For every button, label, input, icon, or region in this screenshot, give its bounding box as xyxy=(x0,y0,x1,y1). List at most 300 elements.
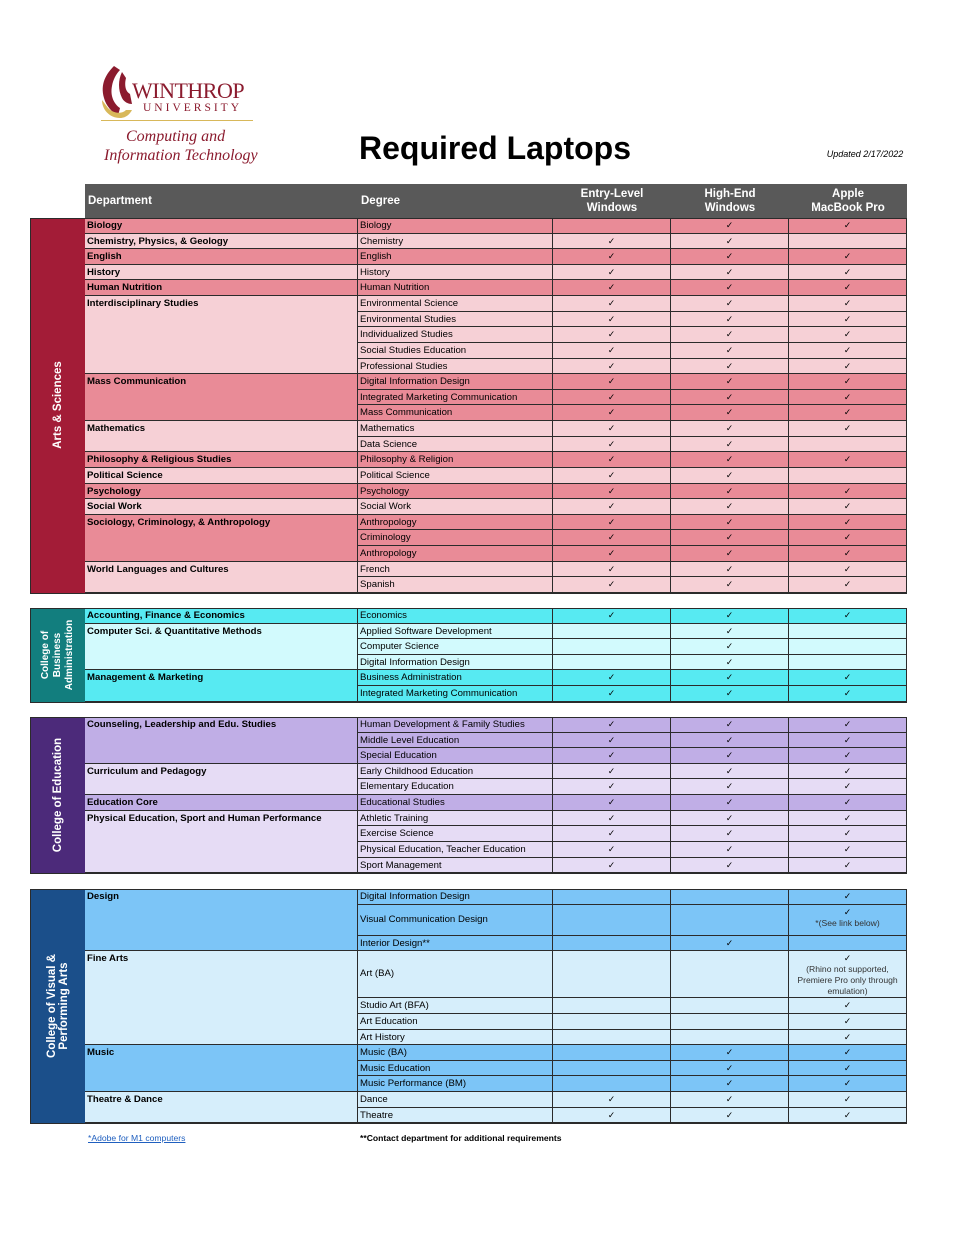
degree-cell: Athletic Training xyxy=(358,811,553,827)
checkmark-icon: ✓ xyxy=(843,579,852,590)
apple-macbook-pro-cell xyxy=(789,779,907,795)
checkmark-icon: ✓ xyxy=(725,298,734,309)
entry-level-windows-cell xyxy=(553,405,671,421)
checkmark-icon: ✓ xyxy=(725,376,734,387)
apple-macbook-pro-cell xyxy=(789,764,907,780)
entry-level-windows-cell xyxy=(553,437,671,453)
checkmark-icon: ✓ xyxy=(607,516,616,527)
entry-level-windows-cell xyxy=(553,608,671,624)
degree-cell: Psychology xyxy=(358,484,553,500)
checkmark-icon: ✓ xyxy=(843,828,852,839)
checkmark-icon: ✓ xyxy=(607,828,616,839)
entry-level-windows-cell xyxy=(553,655,671,671)
checkmark-icon: ✓ xyxy=(843,843,852,854)
entry-level-windows-cell xyxy=(553,577,671,593)
degree-cell: Music Education xyxy=(358,1061,553,1077)
checkmark-icon: ✓ xyxy=(843,423,852,434)
checkmark-icon: ✓ xyxy=(843,1078,852,1089)
updated-date: Updated 2/17/2022 xyxy=(826,149,904,159)
apple-macbook-pro-cell xyxy=(789,265,907,281)
entry-level-windows-cell xyxy=(553,327,671,343)
checkmark-icon: ✓ xyxy=(843,688,852,699)
department-cell: Social Work xyxy=(85,499,358,515)
apple-macbook-pro-cell xyxy=(789,499,907,515)
checkmark-icon: ✓ xyxy=(607,376,616,387)
apple-macbook-pro-cell xyxy=(789,515,907,531)
degree-cell: Digital Information Design xyxy=(358,655,553,671)
winthrop-logo xyxy=(96,62,271,172)
entry-level-windows-cell xyxy=(553,733,671,749)
apple-macbook-pro-cell xyxy=(789,1045,907,1061)
apple-macbook-pro-cell xyxy=(789,905,907,936)
apple-macbook-pro-cell xyxy=(789,608,907,624)
checkmark-icon: ✓ xyxy=(843,1000,852,1011)
checkmark-icon: ✓ xyxy=(607,438,616,449)
degree-cell: French xyxy=(358,562,553,578)
logo-line2: Information Technology xyxy=(104,147,258,164)
degree-cell: Social Work xyxy=(358,499,553,515)
checkmark-icon: ✓ xyxy=(725,266,734,277)
high-end-windows-cell xyxy=(671,562,789,578)
checkmark-icon: ✓ xyxy=(725,563,734,574)
table-header xyxy=(85,184,907,218)
apple-macbook-pro-cell xyxy=(789,811,907,827)
apple-macbook-pro-cell xyxy=(789,1076,907,1092)
apple-macbook-pro-cell xyxy=(789,249,907,265)
checkmark-icon: ✓ xyxy=(843,266,852,277)
section-band xyxy=(30,218,85,593)
high-end-windows-cell xyxy=(671,265,789,281)
high-end-windows-cell xyxy=(671,1014,789,1030)
checkmark-icon: ✓ xyxy=(725,937,734,948)
apple-macbook-pro-cell xyxy=(789,562,907,578)
high-end-windows-cell xyxy=(671,405,789,421)
checkmark-icon: ✓ xyxy=(607,266,616,277)
checkmark-icon: ✓ xyxy=(607,797,616,808)
entry-level-windows-cell xyxy=(553,764,671,780)
entry-level-windows-cell xyxy=(553,905,671,936)
high-end-windows-cell xyxy=(671,608,789,624)
checkmark-icon: ✓ xyxy=(607,563,616,574)
high-end-windows-cell xyxy=(671,951,789,998)
apple-macbook-pro-cell xyxy=(789,405,907,421)
high-end-windows-cell xyxy=(671,1092,789,1108)
entry-level-windows-cell xyxy=(553,889,671,905)
checkmark-icon: ✓ xyxy=(843,610,852,620)
section-label: College of Business Administration xyxy=(39,619,75,691)
apple-macbook-pro-cell xyxy=(789,280,907,296)
high-end-windows-cell xyxy=(671,296,789,312)
degree-cell: Art (BA) xyxy=(358,951,553,998)
checkmark-icon: ✓ xyxy=(725,625,734,636)
apple-macbook-pro-cell xyxy=(789,733,907,749)
checkmark-icon: ✓ xyxy=(725,360,734,371)
section-band xyxy=(30,608,85,702)
adobe-m1-link[interactable]: *Adobe for M1 computers xyxy=(88,1133,186,1143)
department-cell: Philosophy & Religious Studies xyxy=(85,452,358,468)
degree-cell: Special Education xyxy=(358,748,553,764)
entry-level-windows-cell xyxy=(553,359,671,375)
checkmark-icon: ✓ xyxy=(725,407,734,418)
entry-level-windows-cell xyxy=(553,686,671,702)
checkmark-icon: ✓ xyxy=(725,1109,734,1120)
entry-level-windows-cell xyxy=(553,249,671,265)
checkmark-icon: ✓ xyxy=(607,579,616,590)
high-end-windows-cell xyxy=(671,1061,789,1077)
apple-macbook-pro-cell xyxy=(789,359,907,375)
high-end-windows-cell xyxy=(671,639,789,655)
checkmark-icon: ✓ xyxy=(843,750,852,761)
checkmark-icon: ✓ xyxy=(725,313,734,324)
checkmark-icon: ✓ xyxy=(725,469,734,480)
degree-cell: Integrated Marketing Communication xyxy=(358,686,553,702)
apple-macbook-pro-cell xyxy=(789,826,907,842)
apple-macbook-pro-cell xyxy=(789,452,907,468)
apple-macbook-pro-cell xyxy=(789,1030,907,1046)
apple-macbook-pro-cell xyxy=(789,437,907,453)
checkmark-icon: ✓ xyxy=(725,454,734,465)
department-cell: English xyxy=(85,249,358,265)
checkmark-icon: ✓ xyxy=(725,641,734,652)
checkmark-icon: ✓ xyxy=(725,516,734,527)
checkmark-icon: ✓ xyxy=(725,656,734,667)
degree-cell: Mathematics xyxy=(358,421,553,437)
department-cell: Physical Education, Sport and Human Performance xyxy=(85,811,358,873)
checkmark-icon: ✓ xyxy=(725,828,734,839)
degree-cell: Economics xyxy=(358,608,553,624)
high-end-windows-cell xyxy=(671,577,789,593)
degree-cell: Theatre xyxy=(358,1108,553,1124)
checkmark-icon: ✓ xyxy=(725,251,734,262)
logo-rule xyxy=(101,120,253,121)
section-band xyxy=(30,889,85,1123)
degree-cell: Art Education xyxy=(358,1014,553,1030)
checkmark-icon: ✓ xyxy=(843,797,852,808)
entry-level-windows-cell xyxy=(553,280,671,296)
entry-level-windows-cell xyxy=(553,499,671,515)
high-end-windows-cell xyxy=(671,733,789,749)
degree-cell: Chemistry xyxy=(358,234,553,250)
checkmark-icon: ✓ xyxy=(843,812,852,823)
degree-cell: Interior Design** xyxy=(358,936,553,952)
degree-cell: Political Science xyxy=(358,468,553,484)
entry-level-windows-cell xyxy=(553,374,671,390)
department-cell: Management & Marketing xyxy=(85,670,358,701)
entry-level-windows-cell xyxy=(553,390,671,406)
entry-level-windows-cell xyxy=(553,811,671,827)
entry-level-windows-cell xyxy=(553,826,671,842)
checkmark-icon: ✓ xyxy=(843,344,852,355)
page-title: Required Laptops xyxy=(358,130,631,166)
mac-note: (Rhino not supported, Premiere Pro only through emulation) xyxy=(797,964,898,997)
checkmark-icon: ✓ xyxy=(843,719,852,729)
entry-level-windows-cell xyxy=(553,562,671,578)
checkmark-icon: ✓ xyxy=(843,454,852,465)
checkmark-icon: ✓ xyxy=(607,344,616,355)
degree-cell: Human Development & Family Studies xyxy=(358,717,553,733)
checkmark-icon: ✓ xyxy=(843,765,852,776)
checkmark-icon: ✓ xyxy=(725,610,734,620)
entry-level-windows-cell xyxy=(553,234,671,250)
entry-level-windows-cell xyxy=(553,265,671,281)
entry-level-windows-cell xyxy=(553,296,671,312)
checkmark-icon: ✓ xyxy=(843,734,852,745)
checkmark-icon: ✓ xyxy=(725,532,734,543)
degree-cell: Mass Communication xyxy=(358,405,553,421)
degree-cell: Educational Studies xyxy=(358,795,553,811)
high-end-windows-cell xyxy=(671,624,789,640)
section-label: College of Visual & Performing Arts xyxy=(45,954,70,1059)
checkmark-icon: ✓ xyxy=(607,672,616,683)
high-end-windows-cell xyxy=(671,437,789,453)
checkmark-icon: ✓ xyxy=(607,423,616,434)
apple-macbook-pro-cell xyxy=(789,530,907,546)
degree-cell: Physical Education, Teacher Education xyxy=(358,842,553,858)
high-end-windows-cell xyxy=(671,1108,789,1124)
checkmark-icon: ✓ xyxy=(607,469,616,480)
checkmark-icon: ✓ xyxy=(725,220,734,230)
degree-cell: Studio Art (BFA) xyxy=(358,998,553,1014)
checkmark-icon: ✓ xyxy=(607,282,616,293)
checkmark-icon: ✓ xyxy=(725,485,734,496)
apple-macbook-pro-cell xyxy=(789,390,907,406)
high-end-windows-cell xyxy=(671,858,789,874)
entry-level-windows-cell xyxy=(553,343,671,359)
degree-cell: Spanish xyxy=(358,577,553,593)
entry-level-windows-header: Entry-Level Windows xyxy=(580,188,644,214)
entry-level-windows-cell xyxy=(553,1014,671,1030)
entry-level-windows-cell xyxy=(553,795,671,811)
checkmark-icon: ✓ xyxy=(725,235,734,246)
degree-cell: Business Administration xyxy=(358,670,553,686)
checkmark-icon: ✓ xyxy=(725,672,734,683)
department-cell: Music xyxy=(85,1045,358,1092)
mac-note: *(See link below) xyxy=(815,917,880,928)
entry-level-windows-cell xyxy=(553,842,671,858)
entry-level-windows-cell xyxy=(553,858,671,874)
checkmark-icon: ✓ xyxy=(607,1094,616,1105)
entry-level-windows-cell xyxy=(553,218,671,234)
apple-macbook-pro-cell xyxy=(789,484,907,500)
apple-macbook-pro-cell xyxy=(789,748,907,764)
high-end-windows-cell xyxy=(671,468,789,484)
entry-level-windows-cell xyxy=(553,515,671,531)
checkmark-icon: ✓ xyxy=(607,765,616,776)
checkmark-icon: ✓ xyxy=(725,423,734,434)
high-end-windows-cell xyxy=(671,826,789,842)
checkmark-icon: ✓ xyxy=(725,548,734,559)
high-end-windows-cell xyxy=(671,655,789,671)
high-end-windows-cell xyxy=(671,234,789,250)
checkmark-icon: ✓ xyxy=(725,750,734,761)
high-end-windows-cell xyxy=(671,374,789,390)
checkmark-icon: ✓ xyxy=(725,719,734,729)
degree-cell: Exercise Science xyxy=(358,826,553,842)
high-end-windows-cell xyxy=(671,452,789,468)
high-end-windows-cell xyxy=(671,779,789,795)
entry-level-windows-cell xyxy=(553,951,671,998)
checkmark-icon: ✓ xyxy=(843,563,852,574)
apple-macbook-pro-cell xyxy=(789,546,907,562)
section-label: Arts & Sciences xyxy=(51,361,64,450)
checkmark-icon: ✓ xyxy=(843,407,852,418)
high-end-windows-cell xyxy=(671,249,789,265)
checkmark-icon: ✓ xyxy=(725,391,734,402)
entry-level-windows-cell xyxy=(553,717,671,733)
high-end-windows-cell xyxy=(671,515,789,531)
high-end-windows-cell xyxy=(671,218,789,234)
department-cell: Education Core xyxy=(85,795,358,811)
degree-column-header: Degree xyxy=(361,195,400,207)
department-cell: Design xyxy=(85,889,358,951)
entry-level-windows-cell xyxy=(553,998,671,1014)
checkmark-icon: ✓ xyxy=(725,812,734,823)
entry-level-windows-cell xyxy=(553,312,671,328)
apple-macbook-pro-cell xyxy=(789,218,907,234)
checkmark-icon: ✓ xyxy=(725,1078,734,1089)
checkmark-icon: ✓ xyxy=(607,812,616,823)
checkmark-icon: ✓ xyxy=(725,734,734,745)
checkmark-icon: ✓ xyxy=(843,906,852,917)
high-end-windows-cell xyxy=(671,936,789,952)
checkmark-icon: ✓ xyxy=(607,485,616,496)
department-cell: Fine Arts xyxy=(85,951,358,1045)
degree-cell: Criminology xyxy=(358,530,553,546)
degree-cell: Professional Studies xyxy=(358,359,553,375)
checkmark-icon: ✓ xyxy=(843,548,852,559)
checkmark-icon: ✓ xyxy=(725,1094,734,1105)
checkmark-icon: ✓ xyxy=(607,734,616,745)
entry-level-windows-cell xyxy=(553,1045,671,1061)
entry-level-windows-cell xyxy=(553,484,671,500)
checkmark-icon: ✓ xyxy=(725,859,734,870)
checkmark-icon: ✓ xyxy=(607,391,616,402)
apple-macbook-pro-cell xyxy=(789,1108,907,1124)
apple-macbook-pro-cell xyxy=(789,1092,907,1108)
high-end-windows-cell xyxy=(671,670,789,686)
checkmark-icon: ✓ xyxy=(607,548,616,559)
high-end-windows-cell xyxy=(671,359,789,375)
high-end-windows-cell xyxy=(671,686,789,702)
apple-macbook-pro-cell xyxy=(789,374,907,390)
apple-macbook-pro-cell xyxy=(789,296,907,312)
entry-level-windows-cell xyxy=(553,1030,671,1046)
high-end-windows-cell xyxy=(671,530,789,546)
entry-level-windows-cell xyxy=(553,936,671,952)
degree-cell: Integrated Marketing Communication xyxy=(358,390,553,406)
department-cell: World Languages and Cultures xyxy=(85,562,358,593)
checkmark-icon: ✓ xyxy=(843,1031,852,1042)
degree-cell: Individualized Studies xyxy=(358,327,553,343)
checkmark-icon: ✓ xyxy=(843,953,852,964)
apple-macbook-pro-cell xyxy=(789,1061,907,1077)
apple-macbook-pro-cell xyxy=(789,577,907,593)
checkmark-icon: ✓ xyxy=(607,750,616,761)
checkmark-icon: ✓ xyxy=(725,501,734,512)
department-cell: History xyxy=(85,265,358,281)
entry-level-windows-cell xyxy=(553,1108,671,1124)
high-end-windows-cell xyxy=(671,343,789,359)
apple-macbook-pro-cell xyxy=(789,717,907,733)
checkmark-icon: ✓ xyxy=(607,781,616,792)
checkmark-icon: ✓ xyxy=(607,688,616,699)
checkmark-icon: ✓ xyxy=(843,1062,852,1073)
apple-macbook-pro-cell xyxy=(789,468,907,484)
checkmark-icon: ✓ xyxy=(607,298,616,309)
high-end-windows-cell xyxy=(671,998,789,1014)
section-label: College of Education xyxy=(51,737,64,853)
high-end-windows-cell xyxy=(671,748,789,764)
degree-cell: Human Nutrition xyxy=(358,280,553,296)
department-cell: Computer Sci. & Quantitative Methods xyxy=(85,624,358,671)
department-cell: Theatre & Dance xyxy=(85,1092,358,1123)
section-band xyxy=(30,717,85,873)
apple-macbook-pro-cell xyxy=(789,327,907,343)
apple-macbook-pro-cell xyxy=(789,1014,907,1030)
department-column-header: Department xyxy=(88,195,152,207)
apple-macbook-pro-cell xyxy=(789,998,907,1014)
department-cell: Mass Communication xyxy=(85,374,358,421)
entry-level-windows-cell xyxy=(553,1092,671,1108)
degree-cell: Sport Management xyxy=(358,858,553,874)
checkmark-icon: ✓ xyxy=(843,391,852,402)
checkmark-icon: ✓ xyxy=(607,329,616,340)
degree-cell: Applied Software Development xyxy=(358,624,553,640)
checkmark-icon: ✓ xyxy=(843,781,852,792)
checkmark-icon: ✓ xyxy=(843,859,852,870)
checkmark-icon: ✓ xyxy=(725,1047,734,1058)
checkmark-icon: ✓ xyxy=(843,1109,852,1120)
department-cell: Biology xyxy=(85,218,358,234)
apple-macbook-pro-cell xyxy=(789,686,907,702)
checkmark-icon: ✓ xyxy=(725,843,734,854)
department-cell: Human Nutrition xyxy=(85,280,358,296)
high-end-windows-cell xyxy=(671,390,789,406)
logo-line1: Computing and xyxy=(126,128,226,145)
checkmark-icon: ✓ xyxy=(843,1094,852,1105)
entry-level-windows-cell xyxy=(553,468,671,484)
checkmark-icon: ✓ xyxy=(607,407,616,418)
high-end-windows-cell xyxy=(671,905,789,936)
entry-level-windows-cell xyxy=(553,748,671,764)
apple-macbook-pro-cell xyxy=(789,936,907,952)
degree-cell: Social Studies Education xyxy=(358,343,553,359)
degree-cell: Early Childhood Education xyxy=(358,764,553,780)
degree-cell: Anthropology xyxy=(358,546,553,562)
entry-level-windows-cell xyxy=(553,546,671,562)
degree-cell: Digital Information Design xyxy=(358,889,553,905)
degree-cell: Philosophy & Religion xyxy=(358,452,553,468)
degree-cell: Music (BA) xyxy=(358,1045,553,1061)
high-end-windows-cell xyxy=(671,280,789,296)
checkmark-icon: ✓ xyxy=(843,313,852,324)
apple-macbook-pro-cell xyxy=(789,858,907,874)
department-cell: Sociology, Criminology, & Anthropology xyxy=(85,515,358,562)
entry-level-windows-cell xyxy=(553,421,671,437)
degree-cell: Middle Level Education xyxy=(358,733,553,749)
checkmark-icon: ✓ xyxy=(843,1047,852,1058)
apple-macbook-pro-cell xyxy=(789,795,907,811)
checkmark-icon: ✓ xyxy=(843,282,852,293)
entry-level-windows-cell xyxy=(553,1076,671,1092)
entry-level-windows-cell xyxy=(553,530,671,546)
checkmark-icon: ✓ xyxy=(607,843,616,854)
degree-cell: Computer Science xyxy=(358,639,553,655)
department-cell: Chemistry, Physics, & Geology xyxy=(85,234,358,250)
checkmark-icon: ✓ xyxy=(843,1015,852,1026)
checkmark-icon: ✓ xyxy=(843,251,852,262)
degree-cell: History xyxy=(358,265,553,281)
